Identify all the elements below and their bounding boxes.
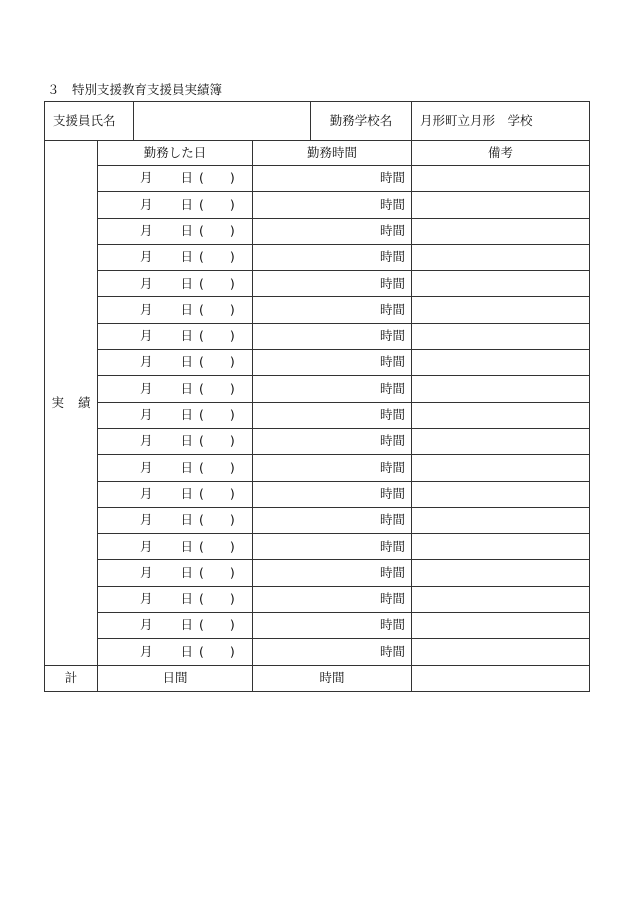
hours-cell[interactable]: 時間	[253, 376, 412, 402]
table-row	[45, 586, 590, 612]
day-label: 日	[180, 564, 194, 580]
day-label: 日	[180, 275, 194, 291]
day-label: 日	[180, 643, 194, 659]
table-row	[45, 192, 590, 218]
weekday-paren-open: (	[199, 643, 204, 659]
notes-cell[interactable]	[412, 560, 590, 586]
month-label: 月	[140, 617, 153, 633]
weekday-paren-close: )	[229, 328, 235, 344]
page-title: ３ 特別支援教育支援員実績簿	[47, 82, 223, 97]
day-label: 日	[180, 380, 194, 396]
month-label: 月	[140, 354, 153, 370]
date-cell[interactable]	[98, 402, 253, 428]
date-cell[interactable]	[98, 323, 253, 349]
table-row	[45, 613, 590, 639]
record-label-char-1: 実	[51, 394, 64, 410]
weekday-paren-close: )	[229, 275, 235, 291]
weekday-paren-close: )	[229, 222, 235, 238]
month-label: 月	[140, 170, 153, 186]
weekday-paren-close: )	[229, 485, 235, 501]
notes-cell[interactable]	[412, 271, 590, 297]
table-row	[45, 376, 590, 402]
notes-cell[interactable]	[412, 323, 590, 349]
month-label: 月	[140, 433, 153, 449]
hours-cell[interactable]: 時間	[253, 613, 412, 639]
hours-cell[interactable]: 時間	[253, 639, 412, 665]
weekday-paren-open: (	[199, 485, 204, 501]
total-hours-cell[interactable]: 時間	[253, 665, 412, 691]
hours-cell[interactable]: 時間	[253, 244, 412, 270]
month-label: 月	[140, 459, 153, 475]
month-label: 月	[140, 407, 153, 423]
hours-cell[interactable]: 時間	[253, 560, 412, 586]
notes-cell[interactable]	[412, 244, 590, 270]
table-row	[45, 350, 590, 376]
record-label-char-2: 績	[78, 394, 91, 410]
notes-cell[interactable]	[412, 192, 590, 218]
record-section-label	[45, 141, 98, 666]
hours-cell[interactable]: 時間	[253, 323, 412, 349]
info-row	[45, 102, 590, 141]
table-row	[45, 428, 590, 454]
school-label: 勤務学校名	[311, 102, 412, 141]
record-form	[44, 101, 589, 692]
notes-cell[interactable]	[412, 297, 590, 323]
month-label: 月	[140, 196, 153, 212]
notes-cell[interactable]	[412, 376, 590, 402]
day-label: 日	[180, 433, 194, 449]
table-row	[45, 402, 590, 428]
table-row	[45, 323, 590, 349]
day-label: 日	[180, 485, 194, 501]
notes-cell[interactable]	[412, 586, 590, 612]
day-label: 日	[180, 196, 194, 212]
table-row	[45, 534, 590, 560]
month-label: 月	[140, 643, 153, 659]
day-label: 日	[180, 249, 194, 265]
hours-cell[interactable]: 時間	[253, 271, 412, 297]
month-label: 月	[140, 485, 153, 501]
notes-cell[interactable]	[412, 350, 590, 376]
weekday-paren-open: (	[199, 538, 204, 554]
table-row	[45, 218, 590, 244]
date-cell[interactable]	[98, 297, 253, 323]
date-cell[interactable]	[98, 428, 253, 454]
weekday-paren-close: )	[229, 591, 235, 607]
day-label: 日	[180, 512, 194, 528]
weekday-paren-close: )	[229, 301, 235, 317]
weekday-paren-open: (	[199, 301, 204, 317]
month-label: 月	[140, 512, 153, 528]
weekday-paren-close: )	[229, 459, 235, 475]
weekday-paren-open: (	[199, 459, 204, 475]
date-cell[interactable]	[98, 376, 253, 402]
column-header-date: 勤務した日	[98, 141, 253, 166]
school-field[interactable]: 月形町立月形 学校	[412, 102, 590, 141]
hours-cell[interactable]: 時間	[253, 402, 412, 428]
weekday-paren-open: (	[199, 433, 204, 449]
weekday-paren-open: (	[199, 407, 204, 423]
total-row	[45, 665, 590, 691]
date-cell[interactable]	[98, 350, 253, 376]
hours-cell[interactable]: 時間	[253, 297, 412, 323]
weekday-paren-open: (	[199, 170, 204, 186]
hours-cell[interactable]: 時間	[253, 586, 412, 612]
day-label: 日	[180, 591, 194, 607]
weekday-paren-close: )	[229, 407, 235, 423]
weekday-paren-open: (	[199, 328, 204, 344]
notes-cell[interactable]	[412, 455, 590, 481]
table-row	[45, 639, 590, 665]
total-notes-cell[interactable]	[412, 665, 590, 691]
weekday-paren-open: (	[199, 275, 204, 291]
date-cell[interactable]	[98, 586, 253, 612]
weekday-paren-close: )	[229, 354, 235, 370]
date-cell[interactable]	[98, 560, 253, 586]
date-cell[interactable]	[98, 218, 253, 244]
column-header-notes: 備考	[412, 141, 590, 166]
column-header-hours: 勤務時間	[253, 141, 412, 166]
date-cell[interactable]	[98, 507, 253, 533]
name-label: 支援員氏名	[45, 102, 134, 141]
weekday-paren-close: )	[229, 380, 235, 396]
notes-cell[interactable]	[412, 218, 590, 244]
month-label: 月	[140, 380, 153, 396]
weekday-paren-open: (	[199, 617, 204, 633]
notes-cell[interactable]	[412, 428, 590, 454]
name-field[interactable]	[134, 102, 311, 141]
table-row	[45, 455, 590, 481]
table-row	[45, 481, 590, 507]
weekday-paren-open: (	[199, 591, 204, 607]
column-header-row	[45, 141, 590, 166]
notes-cell[interactable]	[412, 402, 590, 428]
weekday-paren-close: )	[229, 433, 235, 449]
record-table	[44, 101, 590, 692]
date-cell[interactable]	[98, 481, 253, 507]
date-cell[interactable]	[98, 534, 253, 560]
notes-cell[interactable]	[412, 166, 590, 192]
weekday-paren-open: (	[199, 380, 204, 396]
date-cell[interactable]	[98, 244, 253, 270]
day-label: 日	[180, 222, 194, 238]
day-label: 日	[180, 354, 194, 370]
table-row	[45, 244, 590, 270]
day-label: 日	[180, 170, 194, 186]
date-cell[interactable]	[98, 613, 253, 639]
hours-cell[interactable]: 時間	[253, 192, 412, 218]
date-cell[interactable]	[98, 192, 253, 218]
hours-cell[interactable]: 時間	[253, 481, 412, 507]
date-cell[interactable]	[98, 639, 253, 665]
notes-cell[interactable]	[412, 507, 590, 533]
month-label: 月	[140, 591, 153, 607]
hours-cell[interactable]: 時間	[253, 507, 412, 533]
month-label: 月	[140, 538, 153, 554]
hours-cell[interactable]: 時間	[253, 350, 412, 376]
weekday-paren-open: (	[199, 512, 204, 528]
date-cell[interactable]	[98, 271, 253, 297]
notes-cell[interactable]	[412, 481, 590, 507]
notes-cell[interactable]	[412, 534, 590, 560]
hours-cell[interactable]: 時間	[253, 534, 412, 560]
table-row	[45, 297, 590, 323]
month-label: 月	[140, 222, 153, 238]
day-label: 日	[180, 328, 194, 344]
hours-cell[interactable]: 時間	[253, 166, 412, 192]
weekday-paren-close: )	[229, 643, 235, 659]
day-label: 日	[180, 301, 194, 317]
notes-cell[interactable]	[412, 639, 590, 665]
day-label: 日	[180, 617, 194, 633]
month-label: 月	[140, 564, 153, 580]
month-label: 月	[140, 249, 153, 265]
weekday-paren-close: )	[229, 170, 235, 186]
hours-cell[interactable]: 時間	[253, 428, 412, 454]
month-label: 月	[140, 275, 153, 291]
weekday-paren-open: (	[199, 354, 204, 370]
table-row	[45, 166, 590, 192]
month-label: 月	[140, 301, 153, 317]
table-row	[45, 271, 590, 297]
total-label: 計	[45, 665, 98, 691]
date-cell[interactable]	[98, 166, 253, 192]
day-label: 日	[180, 459, 194, 475]
weekday-paren-close: )	[229, 617, 235, 633]
day-label: 日	[180, 538, 194, 554]
weekday-paren-close: )	[229, 538, 235, 554]
table-row	[45, 507, 590, 533]
total-days-cell[interactable]: 日間	[98, 665, 253, 691]
weekday-paren-close: )	[229, 196, 235, 212]
weekday-paren-open: (	[199, 564, 204, 580]
weekday-paren-open: (	[199, 222, 204, 238]
date-cell[interactable]	[98, 455, 253, 481]
hours-cell[interactable]: 時間	[253, 455, 412, 481]
notes-cell[interactable]	[412, 613, 590, 639]
weekday-paren-close: )	[229, 249, 235, 265]
table-row	[45, 560, 590, 586]
month-label: 月	[140, 328, 153, 344]
day-label: 日	[180, 407, 194, 423]
weekday-paren-close: )	[229, 512, 235, 528]
weekday-paren-close: )	[229, 564, 235, 580]
weekday-paren-open: (	[199, 249, 204, 265]
weekday-paren-open: (	[199, 196, 204, 212]
hours-cell[interactable]: 時間	[253, 218, 412, 244]
